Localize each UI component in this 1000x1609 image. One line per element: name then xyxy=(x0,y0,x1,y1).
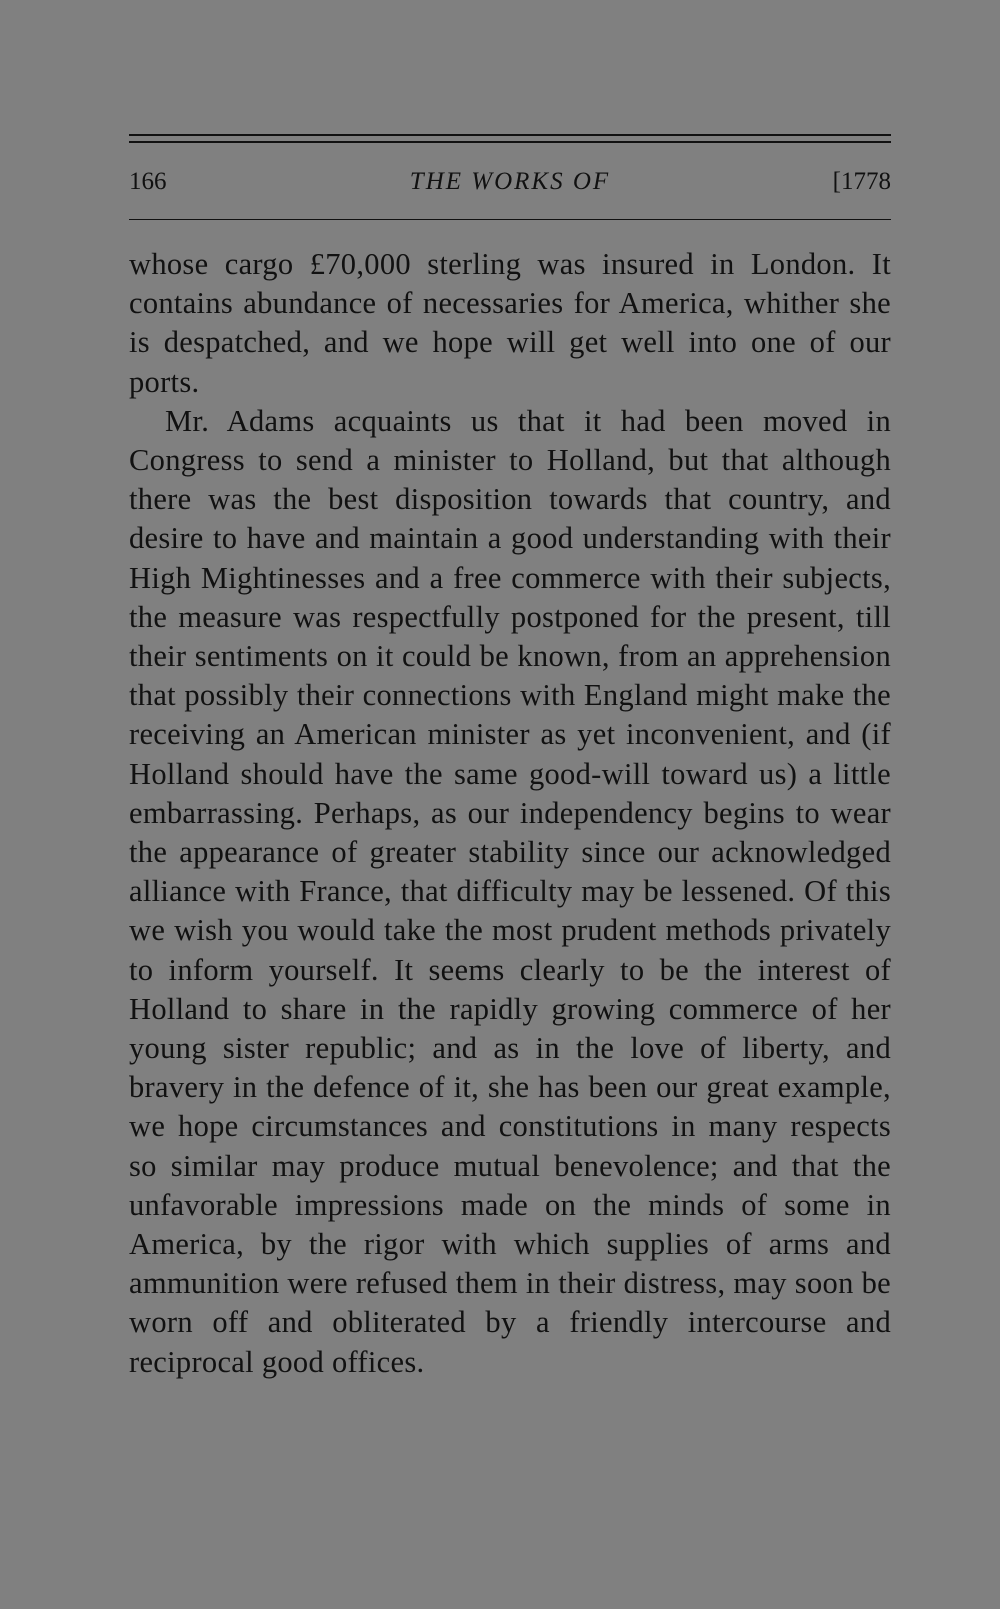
running-title: THE WORKS OF xyxy=(409,168,611,195)
header-bottom-rule xyxy=(129,219,891,220)
page-header xyxy=(129,168,891,208)
header-top-rule-2 xyxy=(129,141,891,143)
running-year: [1778 xyxy=(832,168,891,195)
paragraph-adams: Mr. Adams acquaints us that it had been moved in Congress to send a minister to Holland, but that although there was the best disposition towards that country, and desire to have and maintain a good understanding with their High Mightinesses and a free commerce with their subjects, the measure was respectfully postponed for the present, till their sentiments on it could be known, from an apprehension that possibly their connections with England might make the receiving an American minister as yet inconvenient, and (if Holland should have the same good-will toward us) a little embarrassing. Perhaps, as our independency begins to wear the appearance of greater stability since our acknowledged alliance with France, that difficulty may be lessened. Of this we wish you would take the most prudent methods privately to inform yourself. It seems clearly to be the interest of Holland to share in the rapidly growing commerce of her young sister republic; and as in the love of liberty, and bravery in the defence of it, she has been our great example, we hope circumstances and constitutions in many respects so similar may produce mutual benevolence; and that the unfavorable impressions made on the minds of some in America, by the rigor with which supplies of arms and ammunition were refused them in their distress, may soon be worn off and obliterated by a friendly intercourse and reciprocal good offices. xyxy=(129,403,891,1379)
header-top-rule-1 xyxy=(129,134,891,136)
paragraph-continued: whose cargo £70,000 sterling was insured in London. It contains abundance of necessaries for America, whither she is despatched, and we hope will get well into one of our ports. xyxy=(129,247,891,399)
page-body xyxy=(129,245,891,1382)
page-number: 166 xyxy=(129,168,167,195)
